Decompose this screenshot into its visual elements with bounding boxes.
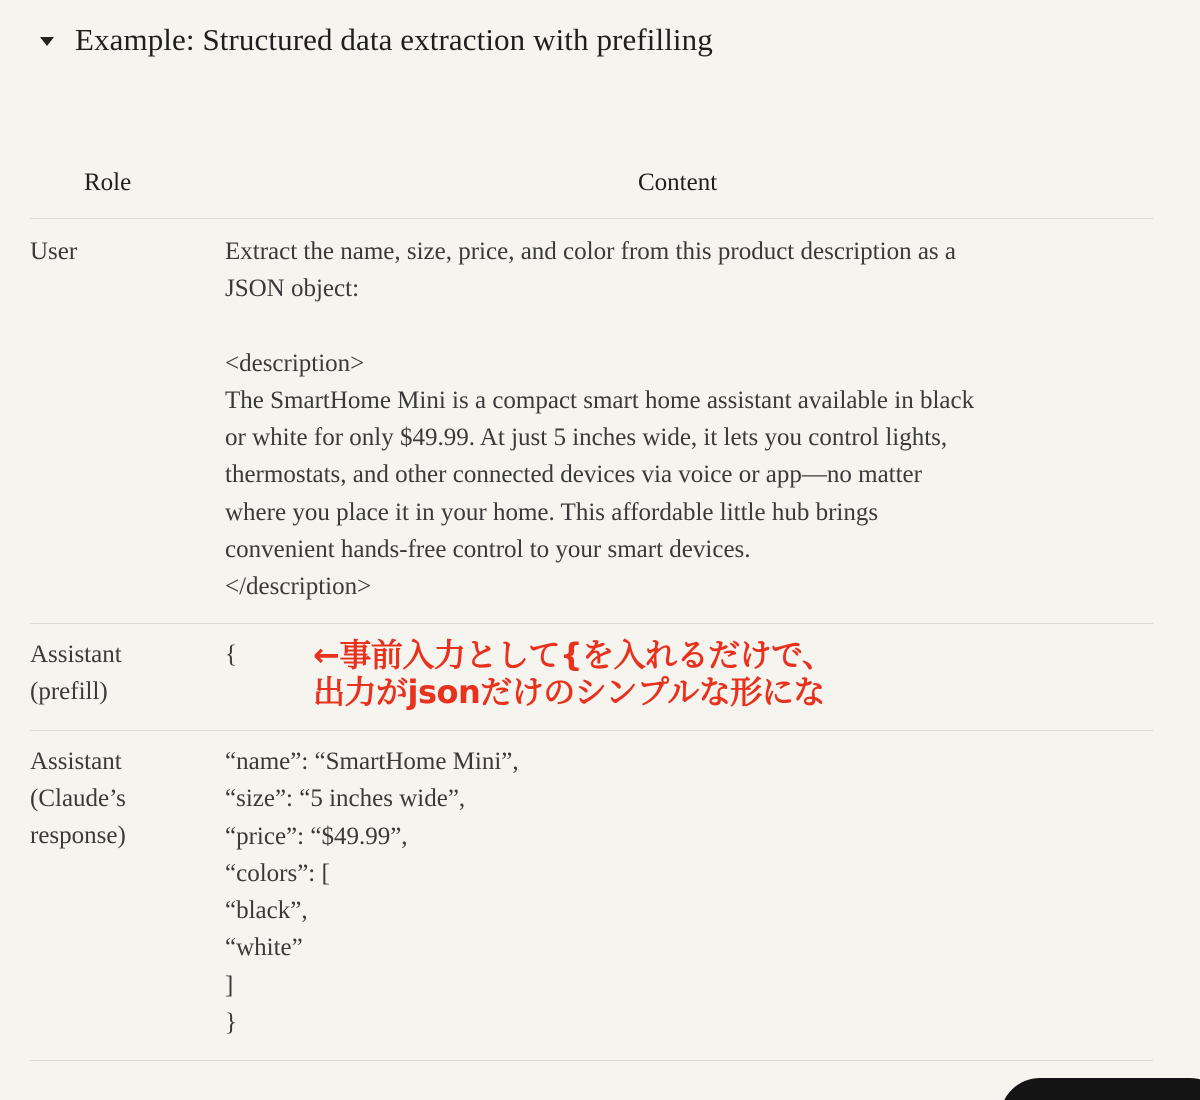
role-text: response) [30,822,126,849]
content-line: where you place it in your home. This affordable little hub brings [225,498,879,526]
content-line: “white” [225,934,303,962]
content-line: or white for only $49.99. At just 5 inches wide, it lets you control lights, [225,424,948,452]
table-row-user [30,219,1153,624]
header-content: Content [638,169,718,196]
conversation-table [30,160,1153,1061]
content-line: “black”, [225,897,308,925]
table-header [30,160,1153,219]
example-toggle[interactable] [40,22,713,58]
role-text: (prefill) [30,678,108,705]
annotation-line: 出力がjsonだけのシンプルな形にな [313,673,825,711]
content-line: Extract the name, size, price, and color from this product description as a [225,238,956,265]
content-line: thermostats, and other connected devices via voice or app—no matter [225,461,922,489]
role-cell [30,743,200,854]
content-line: “price”: “$49.99”, [225,822,408,850]
content-line: convenient hands-free control to your smart devices. [225,536,751,564]
content-line [225,308,1145,345]
table-row-prefill [30,624,1153,731]
content-line: </description> [225,573,372,601]
content-line: The SmartHome Mini is a compact smart home assistant available in black [225,386,975,414]
caret-down-icon[interactable] [40,37,54,46]
content-line: ] [225,971,234,999]
annotation-line: ←事前入力として{を入れるだけで、 [313,636,834,674]
role-cell [30,233,200,270]
table-row-response [30,731,1153,1061]
content-line: “size”: “5 inches wide”, [225,785,466,813]
content-line: { [225,641,237,668]
annotation-note [313,637,833,711]
content-cell [225,233,1145,606]
role-cell [30,636,200,710]
content-cell [225,743,1145,1041]
role-text: User [30,238,78,265]
content-line: JSON object: [225,275,360,303]
content-line: <description> [225,349,365,377]
content-line: } [225,1009,237,1037]
header-role: Role [84,169,132,196]
role-text: Assistant [30,641,122,668]
toggle-title: Example: Structured data extraction with prefilling [75,22,713,57]
content-line: “name”: “SmartHome Mini”, [225,748,519,775]
content-line: “colors”: [ [225,859,330,887]
role-text: (Claude’s [30,785,126,812]
role-text: Assistant [30,748,122,775]
floating-button-edge[interactable] [1000,1078,1200,1100]
